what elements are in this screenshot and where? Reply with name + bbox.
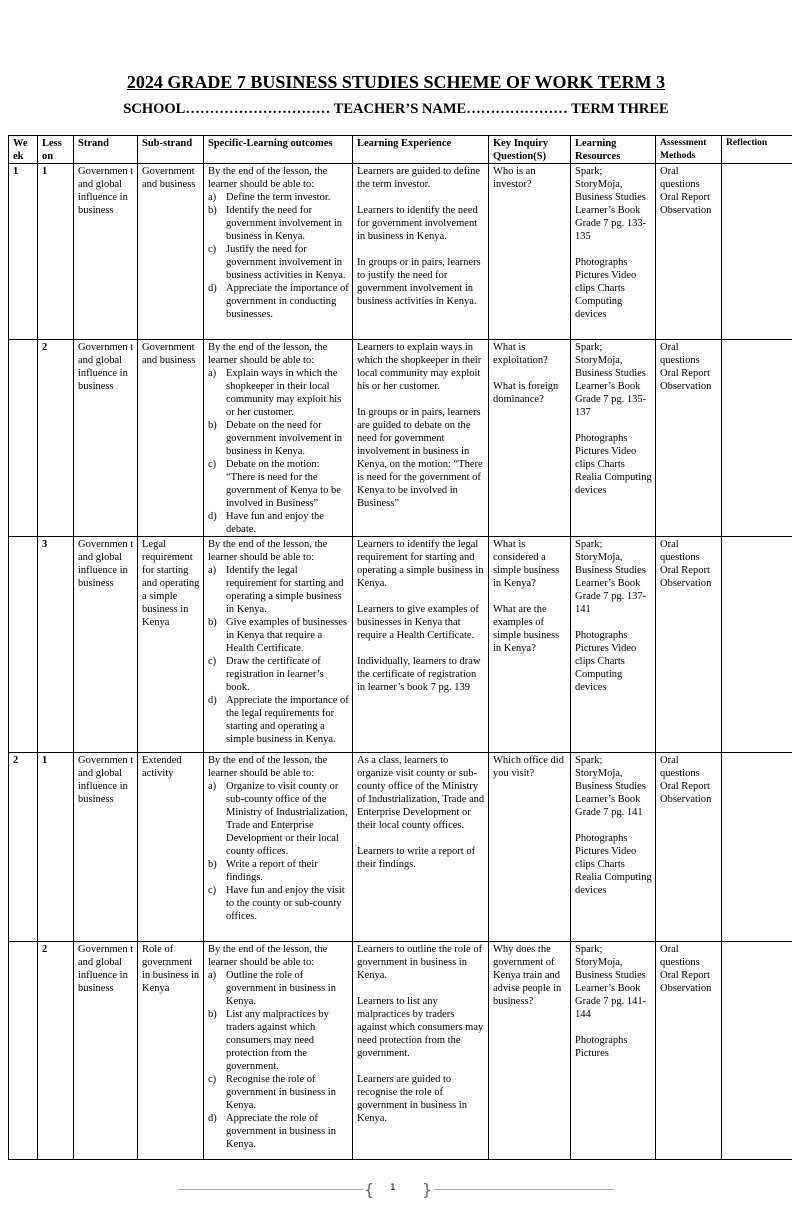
assessment-methods: Oral questions Oral Report Observation xyxy=(660,755,712,805)
week-cell xyxy=(9,537,38,753)
inquiry-question: What is considered a simple business in Kenya? xyxy=(493,539,560,589)
outcome-item xyxy=(208,858,349,884)
outcome-item xyxy=(208,204,349,243)
key-inquiry-cell xyxy=(489,753,571,942)
header-row xyxy=(9,136,792,164)
outcome-text: Identify the legal requirement for starting and operating a simple business in Kenya. xyxy=(226,565,344,615)
header-assessment: Assessment Methods xyxy=(656,136,722,164)
footer-rule-left xyxy=(178,1189,363,1190)
outcome-marker: a) xyxy=(208,192,217,203)
experience-paragraph: In groups or in pairs, learners to justify the need for government involvement in business activities in Kenya. xyxy=(357,257,481,307)
resource-paragraph: Photographs Pictures Video clips Charts Realia Computing devices xyxy=(575,833,652,896)
key-inquiry-cell xyxy=(489,340,571,537)
outcome-text: Have fun and enjoy the visit to the county or sub-county offices. xyxy=(226,885,345,922)
footer-rule-right xyxy=(434,1189,614,1190)
scheme-of-work-table xyxy=(8,135,792,1160)
strand-cell: Governmen t and global influence in business xyxy=(74,164,138,340)
experience-paragraph: Learners to write a report of their findings. xyxy=(357,846,476,870)
outcome-text: Give examples of businesses in Kenya that require a Health Certificate. xyxy=(226,617,348,654)
experience-paragraph: Learners to outline the role of government in business in Kenya. xyxy=(357,944,483,981)
learning-resources-cell xyxy=(571,164,656,340)
resource-paragraph: Spark; StoryMoja, Business Studies Learner’s Book Grade 7 pg. 135-137 xyxy=(575,342,647,418)
outcome-item xyxy=(208,1112,349,1151)
outcome-text: List any malpractices by traders against which consumers may need protection from the government. xyxy=(226,1009,329,1072)
substrand-cell: Government and business xyxy=(138,164,204,340)
resource-paragraph: Spark; StoryMoja, Business Studies Learner’s Book Grade 7 pg. 141 xyxy=(575,755,646,818)
resource-paragraph: Photographs Pictures Video clips Charts Realia Computing devices xyxy=(575,433,652,496)
learning-outcomes-cell xyxy=(204,753,353,942)
outcome-text: Appreciate the importance of the legal requirements for starting and operating a simple business in Kenya. xyxy=(226,695,349,745)
resource-paragraph: Photographs Pictures xyxy=(575,1035,628,1059)
learning-outcomes-cell xyxy=(204,164,353,340)
learning-resources-cell xyxy=(571,340,656,537)
strand-cell: Governmen t and global influence in business xyxy=(74,753,138,942)
key-inquiry-cell xyxy=(489,537,571,753)
outcome-marker: b) xyxy=(208,420,217,431)
learning-outcomes-cell xyxy=(204,942,353,1160)
outcome-text: Organize to visit county or sub-county office of the Ministry of Industrialization, Trade and Enterprise Development or their local county offices. xyxy=(226,781,348,857)
substrand-cell: Role of government in business in Kenya xyxy=(138,942,204,1160)
school-line: SCHOOL………………………… TEACHER’S NAME………………… TERM THREE xyxy=(123,101,669,117)
learning-resources-cell xyxy=(571,537,656,753)
lesson-cell: 2 xyxy=(38,340,74,537)
strand-cell: Governmen t and global influence in business xyxy=(74,942,138,1160)
outcome-marker: d) xyxy=(208,511,217,522)
outcome-text: Outline the role of government in business in Kenya. xyxy=(226,970,336,1007)
outcome-marker: b) xyxy=(208,859,217,870)
outcome-item xyxy=(208,655,349,694)
outcome-item xyxy=(208,616,349,655)
resource-paragraph: Spark; StoryMoja, Business Studies Learner’s Book Grade 7 pg. 133-135 xyxy=(575,166,647,242)
header-learning-experience: Learning Experience xyxy=(353,136,489,164)
outcome-marker: a) xyxy=(208,565,217,576)
substrand-cell: Legal requirement for starting and operating a simple business in Kenya xyxy=(138,537,204,753)
outcome-marker: c) xyxy=(208,1074,217,1085)
learning-resources-cell xyxy=(571,753,656,942)
resource-paragraph: Photographs Pictures Video clips Charts Computing devices xyxy=(575,257,637,320)
experience-paragraph: Learners are guided to recognise the role of government in business in Kenya. xyxy=(357,1074,467,1124)
learning-experience-cell xyxy=(353,537,489,753)
reflection-cell xyxy=(722,340,792,537)
reflection-cell xyxy=(722,942,792,1160)
experience-paragraph: Learners to give examples of businesses in Kenya that require a Health Certificate. xyxy=(357,604,479,641)
experience-paragraph: Individually, learners to draw the certificate of registration in learner’s book 7 pg. 139 xyxy=(357,656,481,693)
experience-paragraph: In groups or in pairs, learners are guided to debate on the need for government involvement in business in Kenya, on the motion: “There is need for the government of Kenya to be involved in Business” xyxy=(357,407,483,509)
assessment-methods: Oral questions Oral Report Observation xyxy=(660,539,712,589)
outcome-item xyxy=(208,969,349,1008)
inquiry-question: Why does the government of Kenya train and advise people in business? xyxy=(493,944,562,1007)
inquiry-question: What is exploitation? xyxy=(493,342,548,366)
learning-outcomes-cell xyxy=(204,537,353,753)
outcome-item xyxy=(208,243,349,282)
outcome-item xyxy=(208,282,349,321)
outcome-item xyxy=(208,458,349,510)
title-text: 2024 GRADE 7 BUSINESS STUDIES SCHEME OF WORK TERM 3 xyxy=(126,72,666,92)
inquiry-question: Who is an investor? xyxy=(493,166,536,190)
outcomes-intro: By the end of the lesson, the learner should be able to: xyxy=(208,755,328,779)
week-cell: 1 xyxy=(9,164,38,340)
strand-cell: Governmen t and global influence in business xyxy=(74,537,138,753)
outcome-marker: d) xyxy=(208,283,217,294)
outcome-item xyxy=(208,419,349,458)
outcome-marker: d) xyxy=(208,1113,217,1124)
outcomes-intro: By the end of the lesson, the learner should be able to: xyxy=(208,342,328,366)
outcome-text: Recognise the role of government in business in Kenya. xyxy=(226,1074,336,1111)
lesson-cell: 3 xyxy=(38,537,74,753)
page-number: 1 xyxy=(390,1183,396,1193)
assessment-methods: Oral questions Oral Report Observation xyxy=(660,944,712,994)
outcome-item xyxy=(208,1008,349,1073)
lesson-cell: 1 xyxy=(38,164,74,340)
document-title xyxy=(0,72,792,93)
resource-paragraph: Spark; StoryMoja, Business Studies Learner’s Book Grade 7 pg. 141-144 xyxy=(575,944,647,1020)
inquiry-question: What are the examples of simple business in Kenya? xyxy=(493,604,560,654)
reflection-cell xyxy=(722,164,792,340)
outcome-marker: b) xyxy=(208,205,217,216)
assessment-methods: Oral questions Oral Report Observation xyxy=(660,342,712,392)
resource-paragraph: Spark; StoryMoja, Business Studies Learner’s Book Grade 7 pg. 137-141 xyxy=(575,539,647,615)
experience-paragraph: As a class, learners to organize visit county or sub-county office of the Ministry of Industrialization, Trade and Enterprise Development or their local county offices. xyxy=(357,755,485,831)
key-inquiry-cell xyxy=(489,942,571,1160)
assessment-cell xyxy=(656,537,722,753)
learning-experience-cell xyxy=(353,164,489,340)
substrand-cell: Government and business xyxy=(138,340,204,537)
header-learning-resources: Learning Resources xyxy=(571,136,656,164)
outcome-item xyxy=(208,694,349,746)
right-brace-icon: } xyxy=(422,1180,433,1199)
table-row xyxy=(9,164,792,340)
table-row xyxy=(9,537,792,753)
header-reflection: Reflection xyxy=(722,136,792,164)
outcome-text: Have fun and enjoy the debate. xyxy=(226,511,324,535)
inquiry-question: What is foreign dominance? xyxy=(493,381,559,405)
learning-experience-cell xyxy=(353,753,489,942)
experience-paragraph: Learners are guided to define the term investor. xyxy=(357,166,481,190)
assessment-cell xyxy=(656,164,722,340)
outcome-text: Identify the need for government involvement in business in Kenya. xyxy=(226,205,343,242)
outcomes-intro: By the end of the lesson, the learner should be able to: xyxy=(208,944,328,968)
header-strand: Strand xyxy=(74,136,138,164)
outcome-marker: d) xyxy=(208,695,217,706)
outcome-item xyxy=(208,367,349,419)
learning-outcomes-cell xyxy=(204,340,353,537)
assessment-cell xyxy=(656,942,722,1160)
week-cell xyxy=(9,340,38,537)
outcomes-intro: By the end of the lesson, the learner should be able to: xyxy=(208,539,328,563)
outcome-text: Justify the need for government involvement in business activities in Kenya. xyxy=(226,244,346,281)
header-week: We ek xyxy=(9,136,38,164)
outcome-item xyxy=(208,780,349,858)
learning-experience-cell xyxy=(353,942,489,1160)
header-substrand: Sub-strand xyxy=(138,136,204,164)
week-cell xyxy=(9,942,38,1160)
outcome-marker: a) xyxy=(208,970,217,981)
learning-resources-cell xyxy=(571,942,656,1160)
experience-paragraph: Learners to identify the legal requirement for starting and operating a simple business in Kenya. xyxy=(357,539,484,589)
header-key-inquiry: Key Inquiry Question(S) xyxy=(489,136,571,164)
inquiry-question: Which office did you visit? xyxy=(493,755,564,779)
outcome-marker: b) xyxy=(208,617,217,628)
lesson-cell: 2 xyxy=(38,942,74,1160)
table-row xyxy=(9,942,792,1160)
outcome-text: Draw the certificate of registration in learner’s book. xyxy=(226,656,324,693)
outcome-text: Write a report of their findings. xyxy=(226,859,318,883)
outcome-marker: a) xyxy=(208,781,217,792)
outcome-text: Explain ways in which the shopkeeper in their local community may exploit his or her customer. xyxy=(226,368,342,418)
learning-experience-cell xyxy=(353,340,489,537)
outcome-marker: c) xyxy=(208,244,217,255)
table-row xyxy=(9,340,792,537)
experience-paragraph: Learners to identify the need for government involvement in business in Kenya. xyxy=(357,205,478,242)
outcome-item xyxy=(208,510,349,536)
outcome-marker: c) xyxy=(208,459,217,470)
outcomes-intro: By the end of the lesson, the learner should be able to: xyxy=(208,166,328,190)
outcome-text: Appreciate the importance of government in conducting businesses. xyxy=(226,283,349,320)
assessment-cell xyxy=(656,340,722,537)
outcome-item xyxy=(208,191,349,204)
table-row xyxy=(9,753,792,942)
left-brace-icon: { xyxy=(364,1180,375,1199)
header-lesson: Less on xyxy=(38,136,74,164)
experience-paragraph: Learners to list any malpractices by traders against which consumers may need protection from the government. xyxy=(357,996,484,1059)
outcome-text: Debate on the motion: “There is need for the government of Kenya to be involved in Business” xyxy=(226,459,341,509)
resource-paragraph: Photographs Pictures Video clips Charts Computing devices xyxy=(575,630,637,693)
outcome-marker: c) xyxy=(208,885,217,896)
outcome-item xyxy=(208,884,349,923)
reflection-cell xyxy=(722,753,792,942)
outcome-item xyxy=(208,1073,349,1112)
assessment-methods: Oral questions Oral Report Observation xyxy=(660,166,712,216)
week-cell: 2 xyxy=(9,753,38,942)
outcome-text: Debate on the need for government involvement in business in Kenya. xyxy=(226,420,343,457)
outcome-marker: b) xyxy=(208,1009,217,1020)
reflection-cell xyxy=(722,537,792,753)
lesson-cell: 1 xyxy=(38,753,74,942)
outcome-item xyxy=(208,564,349,616)
header-learning-outcomes: Specific-Learning outcomes xyxy=(204,136,353,164)
outcome-marker: a) xyxy=(208,368,217,379)
experience-paragraph: Learners to explain ways in which the shopkeeper in their local community may exploit his or her customer. xyxy=(357,342,482,392)
assessment-cell xyxy=(656,753,722,942)
outcome-text: Appreciate the role of government in business in Kenya. xyxy=(226,1113,336,1150)
key-inquiry-cell xyxy=(489,164,571,340)
page-footer xyxy=(178,1180,614,1198)
outcome-marker: c) xyxy=(208,656,217,667)
outcome-text: Define the term investor. xyxy=(226,192,331,203)
substrand-cell: Extended activity xyxy=(138,753,204,942)
strand-cell: Governmen t and global influence in business xyxy=(74,340,138,537)
